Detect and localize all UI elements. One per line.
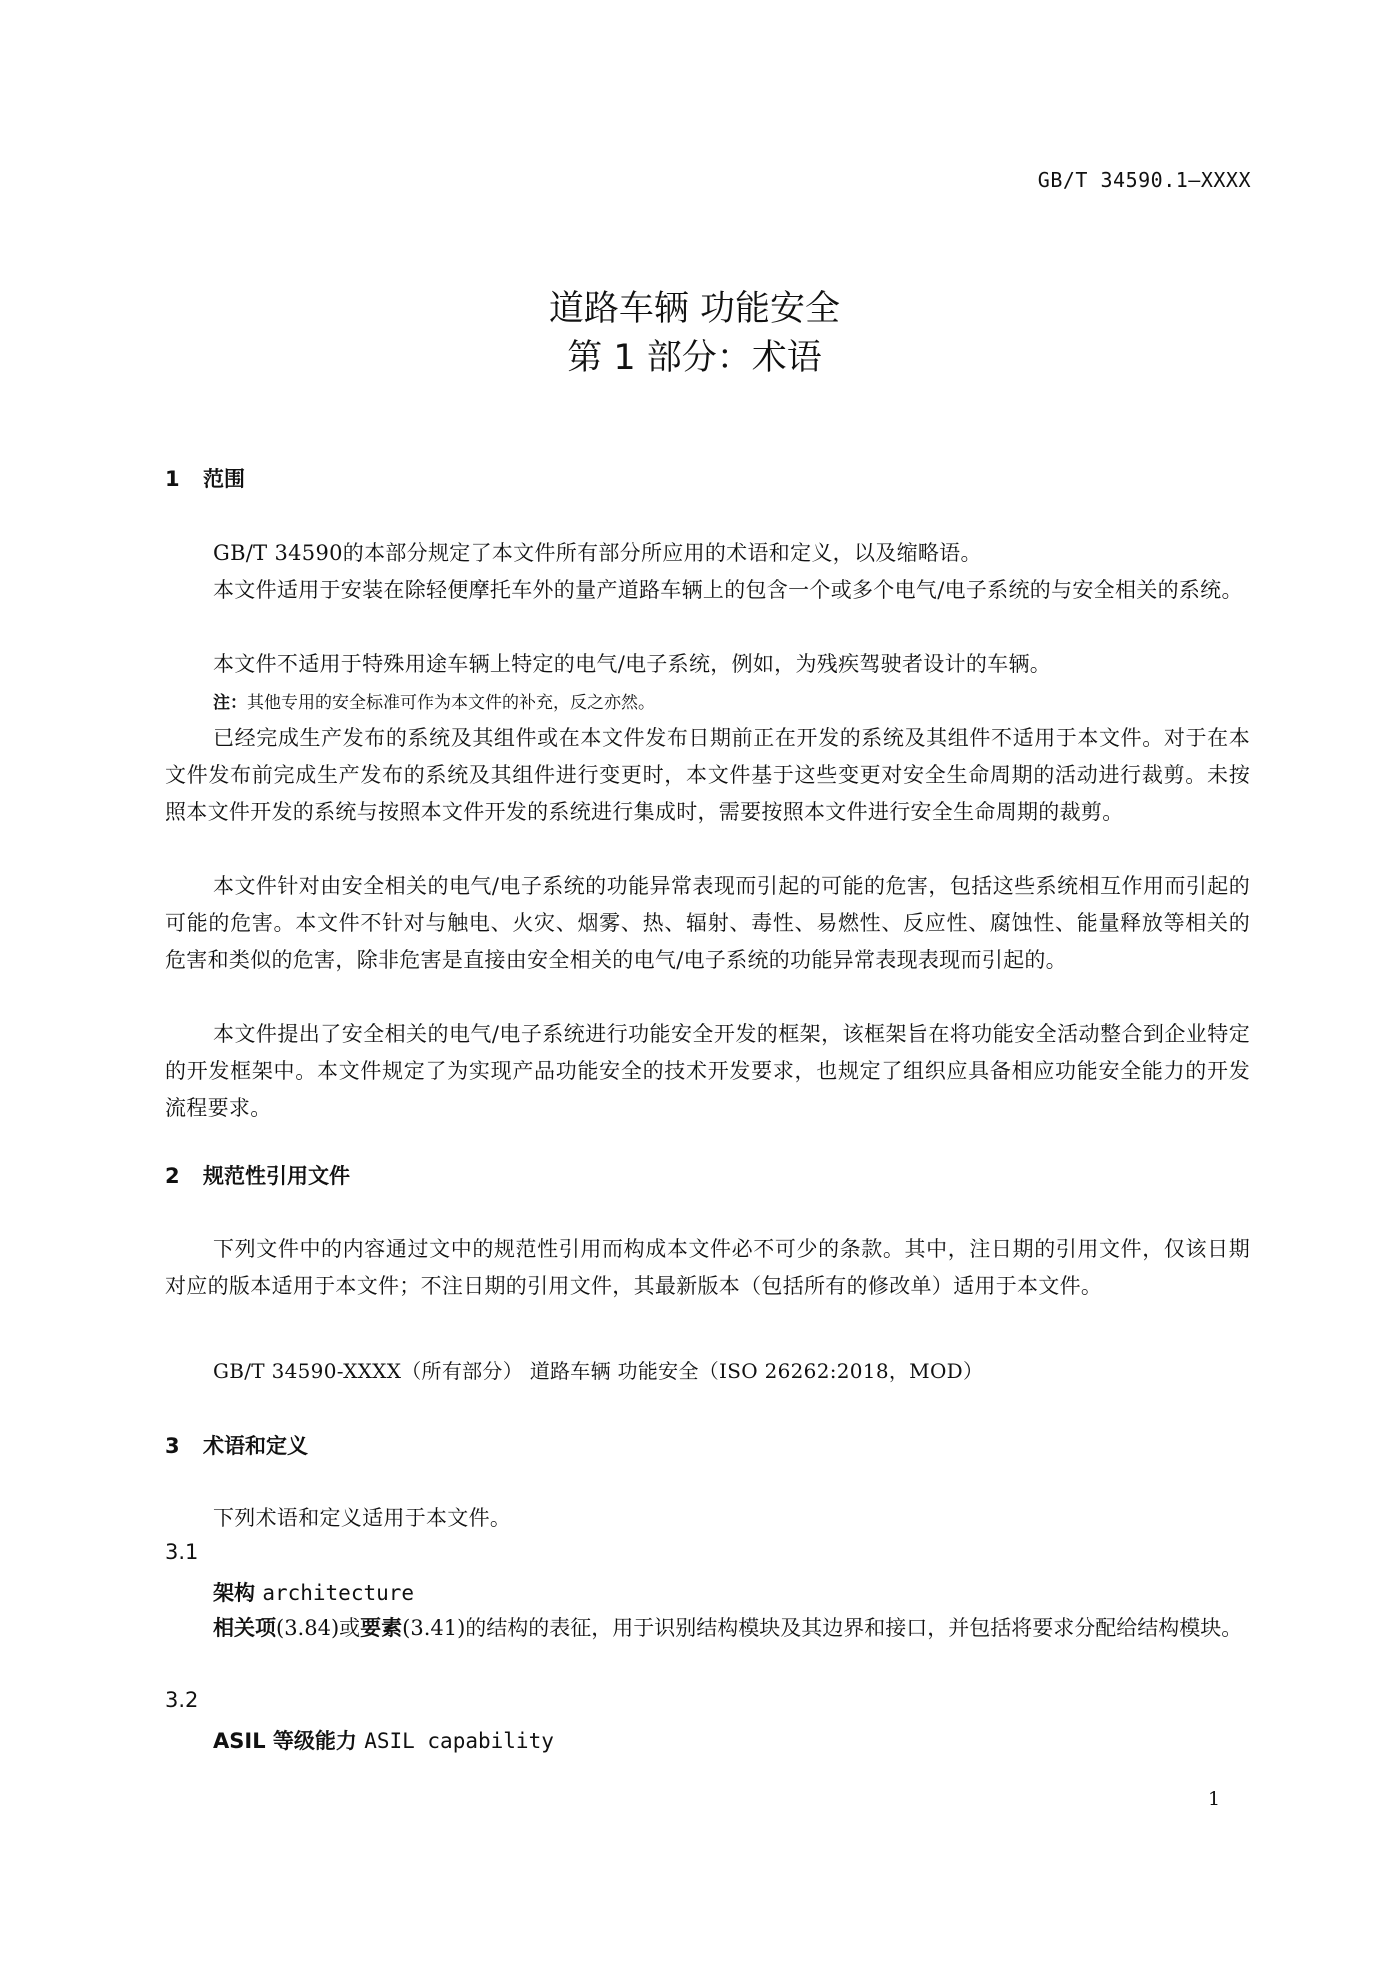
page-number: 1 [1208,1788,1221,1810]
section-number: 2 [165,1164,180,1188]
term-entry [213,1725,554,1755]
term-zh: 架构 [213,1581,255,1605]
section-title: 范围 [203,467,245,491]
term-zh: ASIL 等级能力 [213,1729,357,1753]
term-en: architecture [262,1581,415,1605]
section-2-heading [165,1160,350,1190]
term-en: ASIL capability [364,1729,554,1753]
section-title: 规范性引用文件 [203,1164,350,1188]
section-number: 3 [165,1434,180,1458]
clause-number: 3.2 [165,1688,199,1712]
paragraph: 本文件适用于安装在除轻便摩托车外的量产道路车辆上的包含一个或多个电气/电子系统的与安全相关的系统。 [213,578,1243,602]
section-1-heading [165,463,245,493]
term-entry [213,1577,414,1607]
definition-text: (3.41)的结构的表征，用于识别结构模块及其边界和接口，并包括将要求分配给结构模块。 [402,1616,1243,1640]
note [213,688,655,713]
term-reference: 相关项 [213,1616,276,1640]
clause-number: 3.1 [165,1540,199,1564]
paragraph: GB/T 34590的本部分规定了本文件所有部分所应用的术语和定义，以及缩略语。 [213,541,982,565]
paragraph: 本文件不适用于特殊用途车辆上特定的电气/电子系统，例如，为残疾驾驶者设计的车辆。 [213,652,1052,676]
section-3-heading [165,1430,308,1460]
paragraph: 已经完成生产发布的系统及其组件或在本文件发布日期前正在开发的系统及其组件不适用于本文件。对于在本文件发布前完成生产发布的系统及其组件进行变更时，本文件基于这些变更对安全生命周期的活动进行裁剪。未按照本文件开发的系统与按照本文件开发的系统进行集成时，需要按照本文件进行安全生命周期的裁剪。 [165,726,1250,824]
term-definition [165,1610,1250,1647]
note-text: 其他专用的安全标准可作为本文件的补充，反之亦然。 [247,693,655,713]
paragraph: 下列文件中的内容通过文中的规范性引用而构成本文件必不可少的条款。其中，注日期的引用文件，仅该日期对应的版本适用于本文件；不注日期的引用文件，其最新版本（包括所有的修改单）适用于本文件。 [165,1237,1250,1298]
paragraph: 下列术语和定义适用于本文件。 [213,1506,512,1530]
term-reference: 要素 [360,1616,403,1640]
normative-reference: GB/T 34590-XXXX（所有部分） 道路车辆 功能安全（ISO 26262:2018，MOD） [213,1359,984,1383]
definition-text: (3.84)或 [276,1616,361,1640]
paragraph: 本文件针对由安全相关的电气/电子系统的功能异常表现而引起的可能的危害，包括这些系统相互作用而引起的可能的危害。本文件不针对与触电、火灾、烟雾、热、辐射、毒性、易燃性、反应性、腐蚀性、能量释放等相关的危害和类似的危害，除非危害是直接由安全相关的电气/电子系统的功能异常表现表现而引起的。 [165,874,1250,972]
note-label: 注： [213,693,247,713]
paragraph: 本文件提出了安全相关的电气/电子系统进行功能安全开发的框架，该框架旨在将功能安全活动整合到企业特定的开发框架中。本文件规定了为实现产品功能安全的技术开发要求，也规定了组织应具备相应功能安全能力的开发流程要求。 [165,1022,1250,1120]
document-subtitle: 第 1 部分：术语 [567,338,822,378]
standard-number: GB/T 34590.1—XXXX [1037,168,1251,192]
section-number: 1 [165,467,180,491]
document-title: 道路车辆 功能安全 [548,289,841,329]
section-title: 术语和定义 [203,1434,308,1458]
